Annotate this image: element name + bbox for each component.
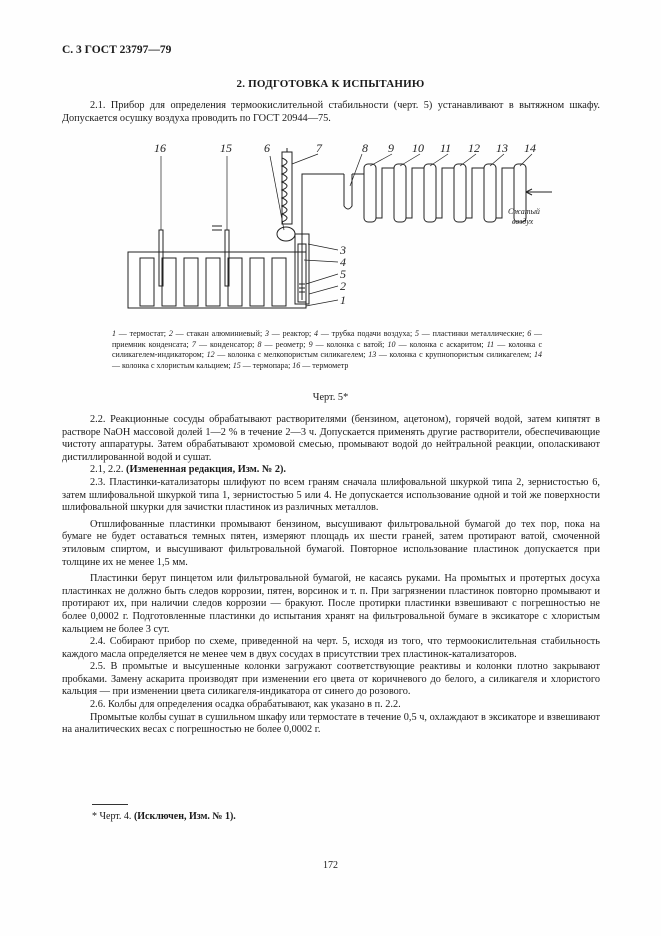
- label-12: 12: [468, 141, 480, 155]
- label-8: 8: [362, 141, 368, 155]
- paragraph-polished-plates: Отшлифованные пластинки промывают бензином, высушивают фильтровальной бумагой до тех пор, пока на бумаге не будет оставаться темных пятен, измеряют площадь их шести граней, затем протирают ватой, смоченной этиловым спиртом, и высушивают фильтровальной бумагой. Повторное использование пластинок допускается при толщине их не менее 1,5 мм.: [62, 518, 600, 568]
- air-line: [302, 174, 344, 212]
- label-14: 14: [524, 141, 536, 155]
- air-label-line-2: воздух: [512, 217, 534, 226]
- section-title: 2. ПОДГОТОВКА К ИСПЫТАНИЮ: [236, 78, 425, 90]
- figure-legend: 1 — термостат; 2 — стакан алюминиевый; 3 — реактор; 4 — трубка подачи воздуха; 5 — пластинки металлические; 6 — приемник конденсата; 7 — конденсатор; 8 — реометр; 9 — колонка с ватой; 10 — колонка с аскаритом; 11 — колонка с силикагелем-индикатором; 12 — колонка с мелкопористым силикагелем; 13 — колонка с крупнопористым силикагелем; 14 — колонка с хлористым кальцием; 15 — термопара; 16 — термометр: [112, 329, 543, 370]
- paragraph-2-3: 2.3. Пластинки-катализаторы шлифуют по всем граням сначала шлифовальной шкуркой типа 2, зернистостью 6, затем шлифовальной шкуркой типа 1, зернистостью 5 или 4. Не допускается использование одной и той же поверхности шлифовальной шкурки для зачистки пластинок из различных металлов.: [62, 476, 600, 514]
- label-9: 9: [388, 141, 394, 155]
- paragraph-2-5: 2.5. В промытые и высушенные колонки загружают соответствующие реактивы и колонки плотно закрывают пробками. Замену аскарита производят при изменении его цвета от коричневого до белого, а силикагеля и хлористого кальция — при изменении цвета силикагеля-индикатора от синего до розового.: [62, 661, 600, 698]
- label-1: 1: [340, 293, 346, 307]
- thermostat: [128, 252, 306, 308]
- label-10: 10: [412, 141, 424, 155]
- label-7: 7: [316, 141, 322, 155]
- running-header: С. 3 ГОСТ 23797—79: [62, 44, 172, 56]
- condensate-receiver: [277, 227, 295, 241]
- label-16: 16: [154, 141, 166, 155]
- air-label-line-1: Сжатый: [508, 207, 540, 216]
- absorption-columns: [364, 164, 526, 222]
- rheometer: [344, 174, 352, 209]
- page-number: 172: [323, 860, 338, 871]
- paragraph-drying: Промытые колбы сушат в сушильном шкафу или термостате в течение 0,5 ч, охлаждают в эксикаторе и взвешивают на аналитических весах с погрешностью не более 0,0002 г.: [62, 711, 600, 736]
- footnote: * Черт. 4. (Исключен, Изм. № 1).: [92, 811, 236, 822]
- body-text: [62, 414, 600, 737]
- thermostat-wells: [140, 258, 286, 306]
- label-11: 11: [440, 141, 452, 155]
- paragraph-2-4: 2.4. Собирают прибор по схеме, приведенной на черт. 5, исходя из того, что термоокислительная стабильность каждого масла определяется не менее чем в двух сосудах в присутствии трех пластинок-катализаторов.: [62, 636, 600, 660]
- label-3: 3: [340, 243, 346, 257]
- edit-note-2-1-2-2: 2.1, 2.2. (Измененная редакция, Изм. № 2).: [90, 464, 286, 476]
- label-6: 6: [264, 141, 270, 155]
- footnote-rule: [92, 804, 128, 805]
- paragraph-2-1: 2.1. Прибор для определения термоокислительной стабильности (черт. 5) устанавливают в вытяжном шкафу. Допускается осушку воздуха проводить по ГОСТ 20944—75.: [62, 100, 600, 124]
- label-15: 15: [220, 141, 232, 155]
- label-2: 2: [340, 279, 346, 293]
- label-5: 5: [340, 267, 346, 281]
- paragraph-handling-plates: Пластинки берут пинцетом или фильтровальной бумагой, не касаясь руками. На промытых и протертых досуха пластинках не должно быть следов коррозии, пятен, ворсинок и т. п. При загрязнении пластинок повторно промывают и протирают их, при наличии следов коррозии — бракуют. После протирки пластинки взвешивают с погрешностью не более 0,0002 г. Подготовленные пластинки до испытания хранят на фильтровальной бумаге в эксикаторе с хлористым кальцием не более 3 сут.: [62, 573, 600, 635]
- paragraph-2-2: 2.2. Реакционные сосуды обрабатывают растворителями (бензином, ацетоном), горячей водой, затем кипятят в растворе NaOH массовой долей 1—2 % в течение 2—3 ч. Допускается применять другие растворители, обеспечивающие чистоту аппаратуры. Затем обрабатывают хромовой смесью, промывают водой до нейтральной реакции, ополаскивают дистиллированной водой и сушат.: [62, 414, 600, 463]
- paragraph-2-1-block: [62, 100, 600, 125]
- apparatus-diagram: [112, 134, 562, 324]
- figure-labels: [154, 141, 540, 307]
- label-4: 4: [340, 255, 346, 269]
- figure-number: Черт. 5*: [312, 392, 349, 403]
- label-13: 13: [496, 141, 508, 155]
- paragraph-2-6: 2.6. Колбы для определения осадка обрабатывают, как указано в п. 2.2.: [90, 699, 401, 711]
